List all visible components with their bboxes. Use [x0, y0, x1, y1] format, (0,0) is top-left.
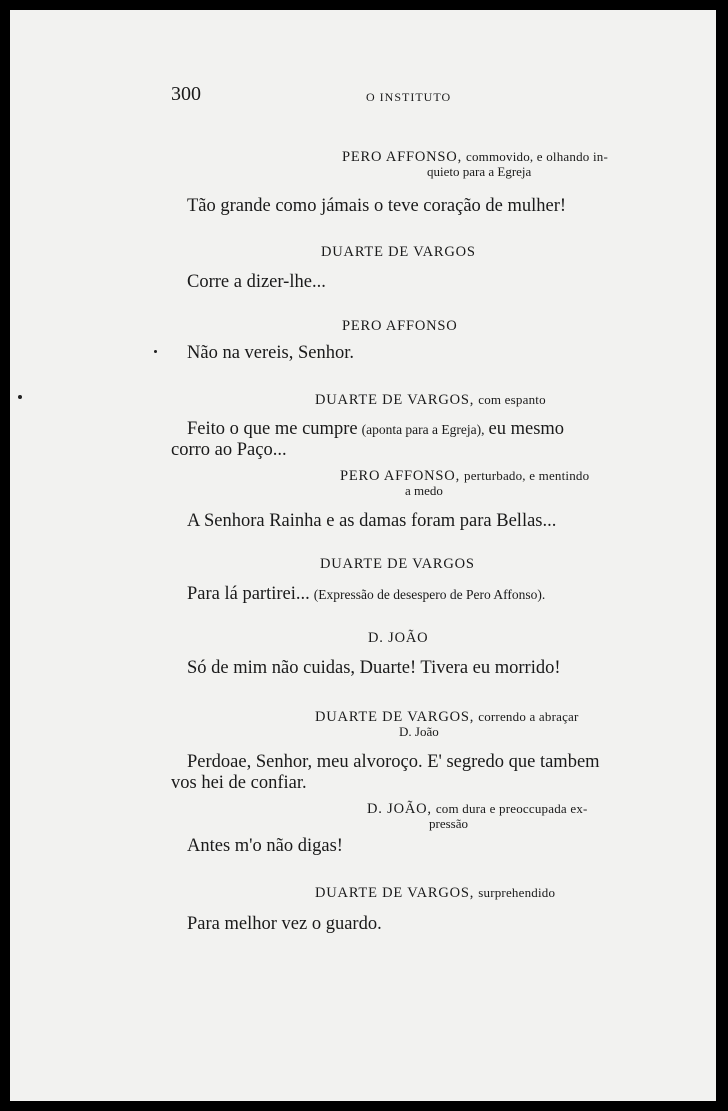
- dialogue-text: eu mesmo: [488, 419, 565, 439]
- dialogue-line: Corre a dizer-lhe...: [187, 272, 326, 292]
- speaker-name: PERO AFFONSO,: [340, 468, 460, 484]
- stage-direction: pressão: [429, 816, 468, 831]
- stage-direction: a medo: [405, 483, 443, 498]
- stage-direction: quieto para a Egreja: [427, 164, 532, 179]
- speaker-heading: [315, 391, 546, 409]
- dialogue-line: [187, 584, 545, 605]
- running-title: O INSTITUTO: [366, 90, 452, 104]
- stage-direction: com dura e preoccupada ex-: [435, 801, 588, 816]
- dialogue-line: Perdoae, Senhor, meu alvoroço. E' segredo que tambem: [187, 752, 600, 772]
- dialogue-text: Feito o que me cumpre: [187, 419, 358, 439]
- stage-direction: com espanto: [478, 392, 546, 407]
- dialogue-line: Para melhor vez o guardo.: [187, 914, 382, 934]
- scan-speck: [18, 395, 22, 399]
- speaker-name: DUARTE DE VARGOS,: [315, 885, 475, 901]
- dialogue-line: Não na vereis, Senhor.: [187, 343, 354, 363]
- dialogue-line: Tão grande como jámais o teve coração de mulher!: [187, 196, 567, 216]
- dialogue-line: corro ao Paço...: [171, 440, 287, 460]
- speaker-name: DUARTE DE VARGOS: [321, 244, 476, 260]
- stage-direction: correndo a abraçar: [478, 709, 579, 724]
- scan-speck: [154, 350, 157, 353]
- page-number: 300: [171, 83, 201, 105]
- speaker-heading: [340, 467, 589, 485]
- speaker-name: DUARTE DE VARGOS: [320, 556, 475, 572]
- dialogue-line: Só de mim não cuidas, Duarte! Tivera eu morrido!: [187, 658, 561, 678]
- speaker-heading: [367, 800, 588, 818]
- stage-direction: surprehendido: [478, 885, 556, 900]
- stage-direction: perturbado, e mentindo: [464, 468, 590, 483]
- stage-direction: (aponta para a Egreja),: [361, 422, 485, 437]
- dialogue-line: [187, 419, 564, 440]
- speaker-name: D. JOÃO,: [367, 801, 432, 817]
- book-page: [10, 10, 716, 1101]
- speaker-name: PERO AFFONSO: [342, 318, 458, 334]
- speaker-name: DUARTE DE VARGOS,: [315, 709, 475, 725]
- dialogue-text: Para lá partirei...: [187, 584, 310, 604]
- stage-direction: D. João: [399, 724, 439, 739]
- dialogue-line: Antes m'o não digas!: [187, 836, 343, 856]
- speaker-name: PERO AFFONSO,: [342, 149, 462, 165]
- speaker-heading: [315, 884, 555, 902]
- dialogue-line: vos hei de confiar.: [171, 773, 307, 793]
- stage-direction: (Expressão de desespero de Pero Affonso).: [313, 587, 546, 602]
- dialogue-line: A Senhora Rainha e as damas foram para Bellas...: [187, 511, 557, 531]
- stage-direction: commovido, e olhando in-: [466, 149, 608, 164]
- speaker-name: D. JOÃO: [368, 630, 429, 646]
- speaker-heading: [315, 708, 579, 726]
- speaker-name: DUARTE DE VARGOS,: [315, 392, 475, 408]
